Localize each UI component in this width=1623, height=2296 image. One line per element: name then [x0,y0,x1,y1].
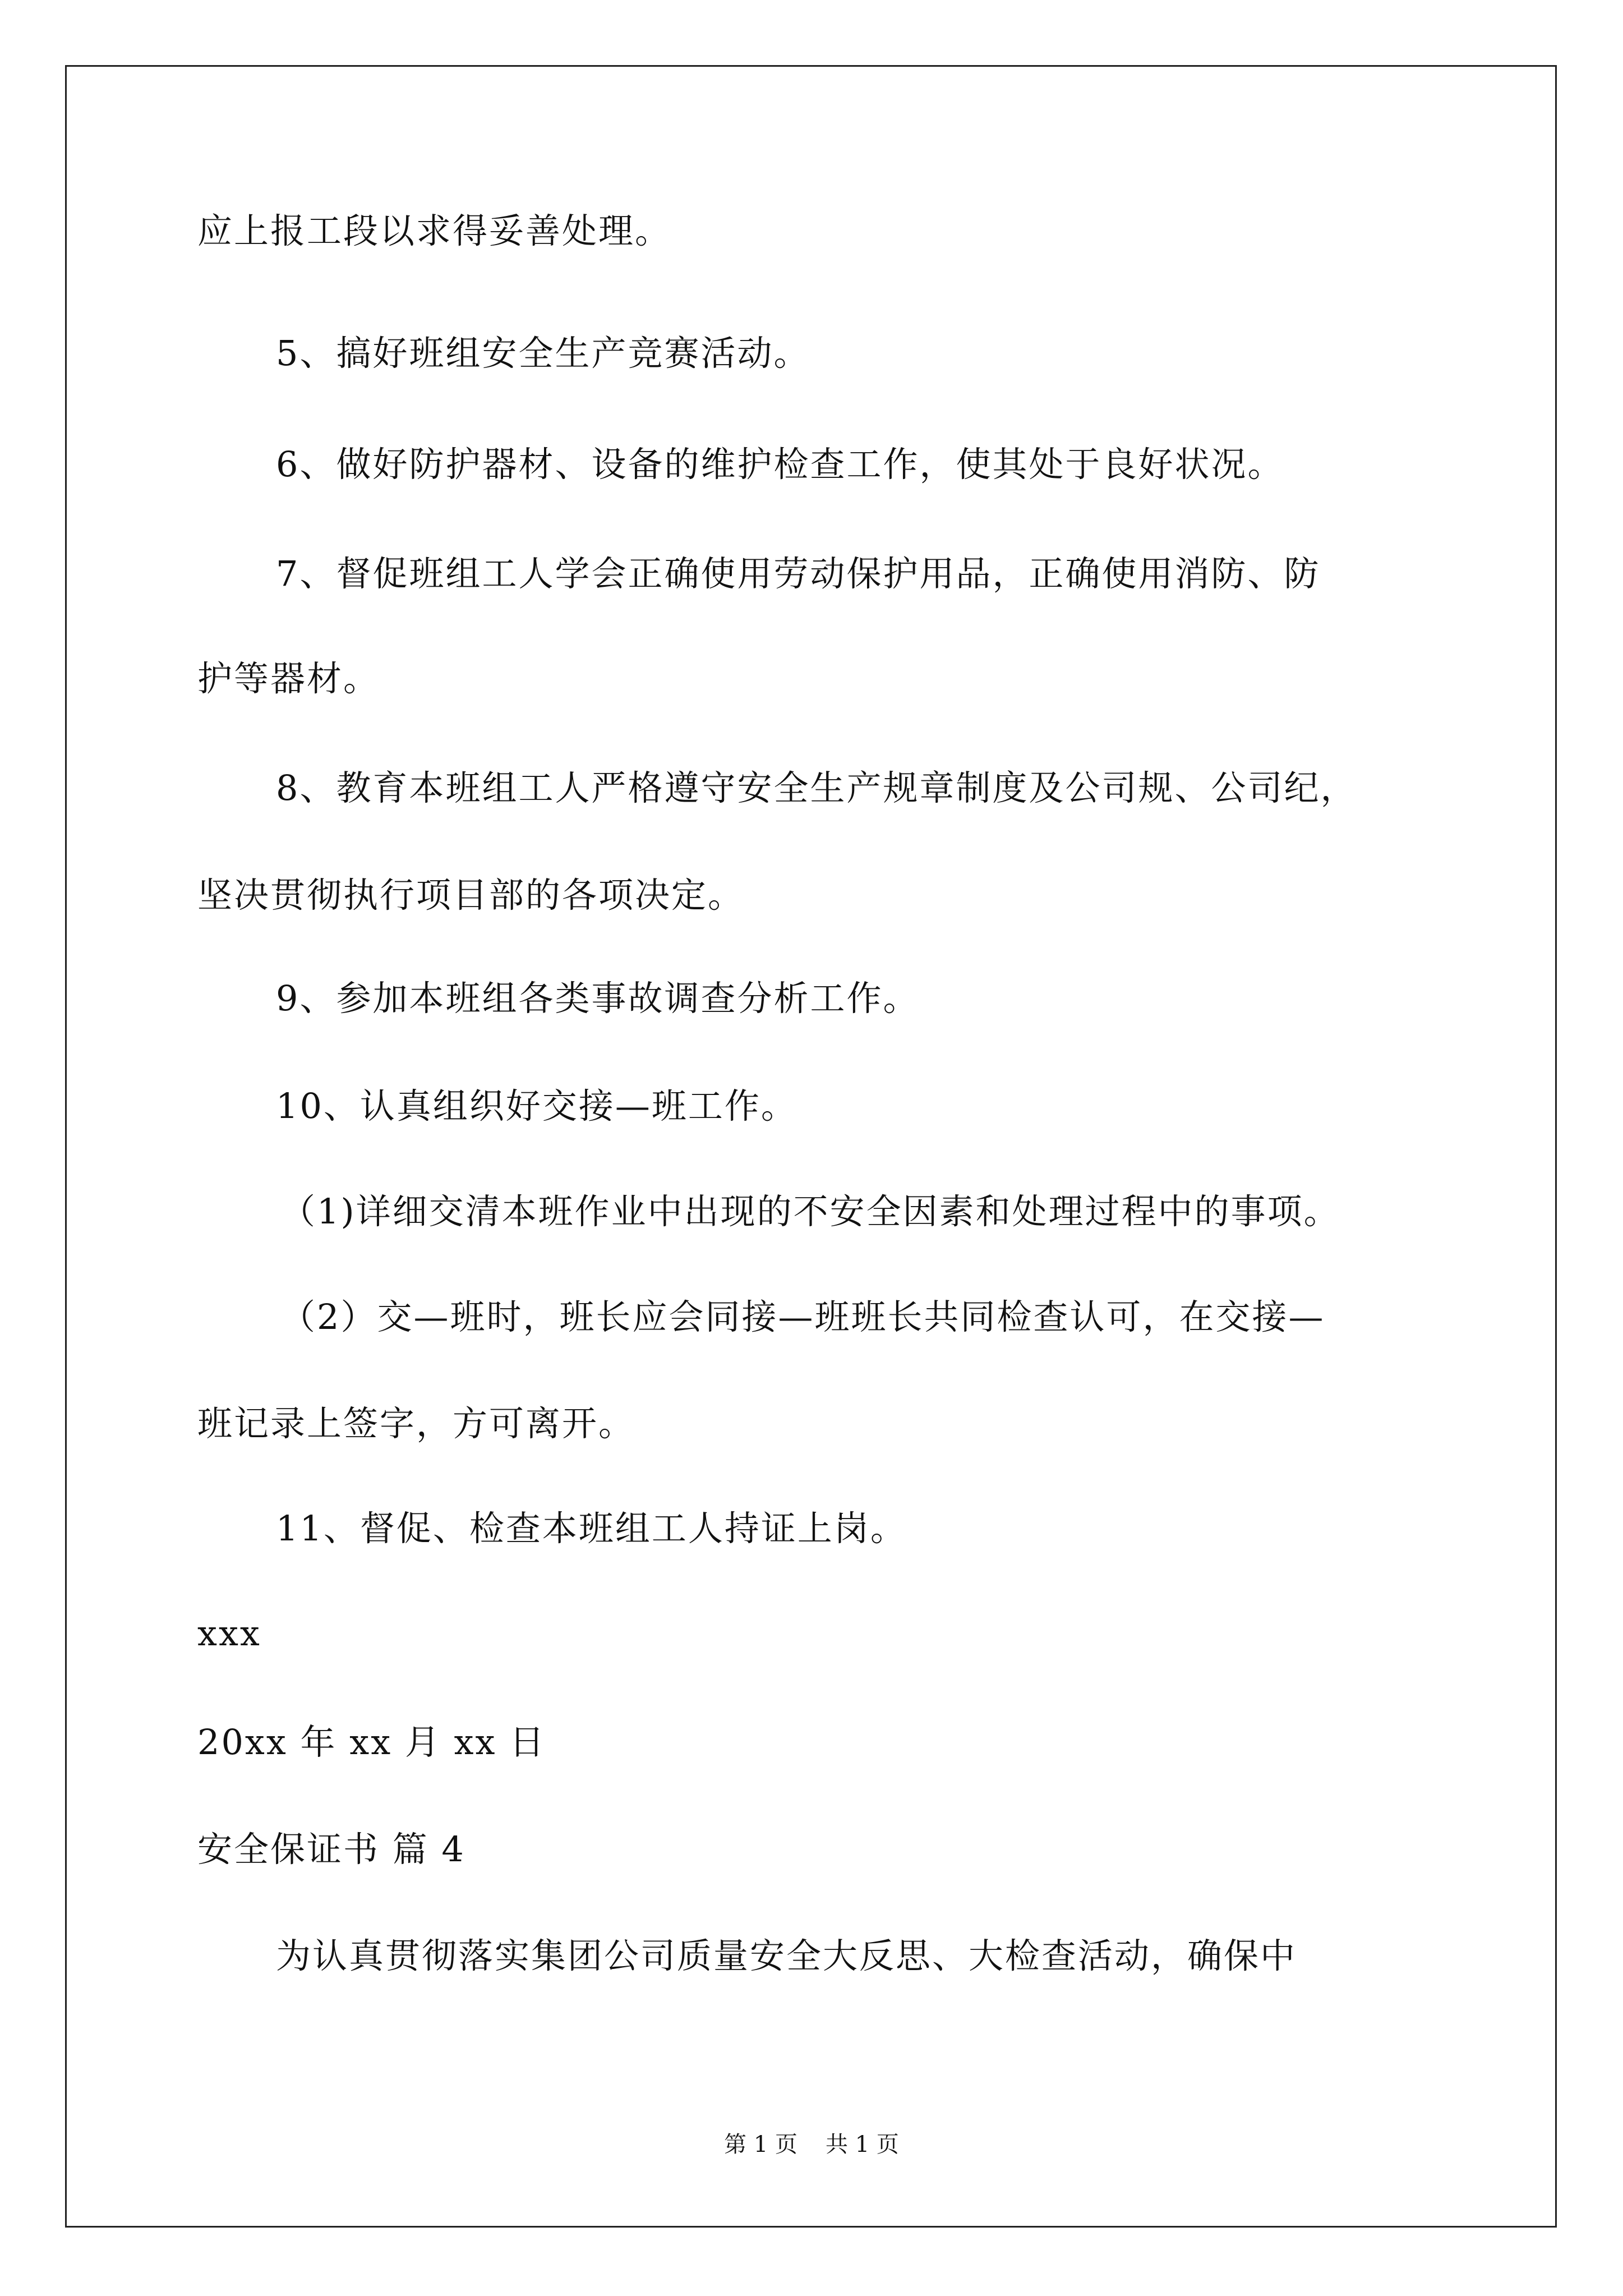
item-6: 6、做好防护器材、设备的维护检查工作，使其处于良好状况。 [276,444,1284,485]
page-number: 第 1 页 [724,2132,797,2157]
sub-item-2: （2）交—班时，班长应会同接—班班长共同检查认可，在交接— [280,1296,1325,1337]
item-5: 5、搞好班组安全生产竞赛活动。 [276,333,810,374]
body-line-1: 应上报工段以求得妥善处理。 [197,210,672,251]
section-heading: 安全保证书 篇 4 [197,1829,465,1870]
section-paragraph-start: 为认真贯彻落实集团公司质量安全大反思、大检查活动，确保中 [276,1935,1297,1976]
item-7-continued: 护等器材。 [197,658,380,699]
item-8: 8、教育本班组工人严格遵守安全生产规章制度及公司规、公司纪， [276,767,1357,808]
item-8-continued: 坚决贯彻执行项目部的各项决定。 [197,875,745,915]
sub-item-2-continued: 班记录上签字，方可离开。 [197,1403,635,1444]
item-9: 9、参加本班组各类事故调查分析工作。 [276,978,920,1019]
page-footer [0,2131,1623,2159]
sub-item-1: （1)详细交清本班作业中出现的不安全因素和处理过程中的事项。 [280,1191,1340,1232]
signature-date: 20xx 年 xx 月 xx 日 [197,1722,546,1763]
item-7: 7、督促班组工人学会正确使用劳动保护用品，正确使用消防、防 [276,553,1321,594]
item-10: 10、认真组织好交接—班工作。 [276,1085,797,1126]
page-frame [65,65,1557,2228]
page-total: 共 1 页 [826,2132,899,2157]
signature-name: xxx [197,1613,261,1654]
item-11: 11、督促、检查本班组工人持证上岗。 [276,1508,907,1549]
